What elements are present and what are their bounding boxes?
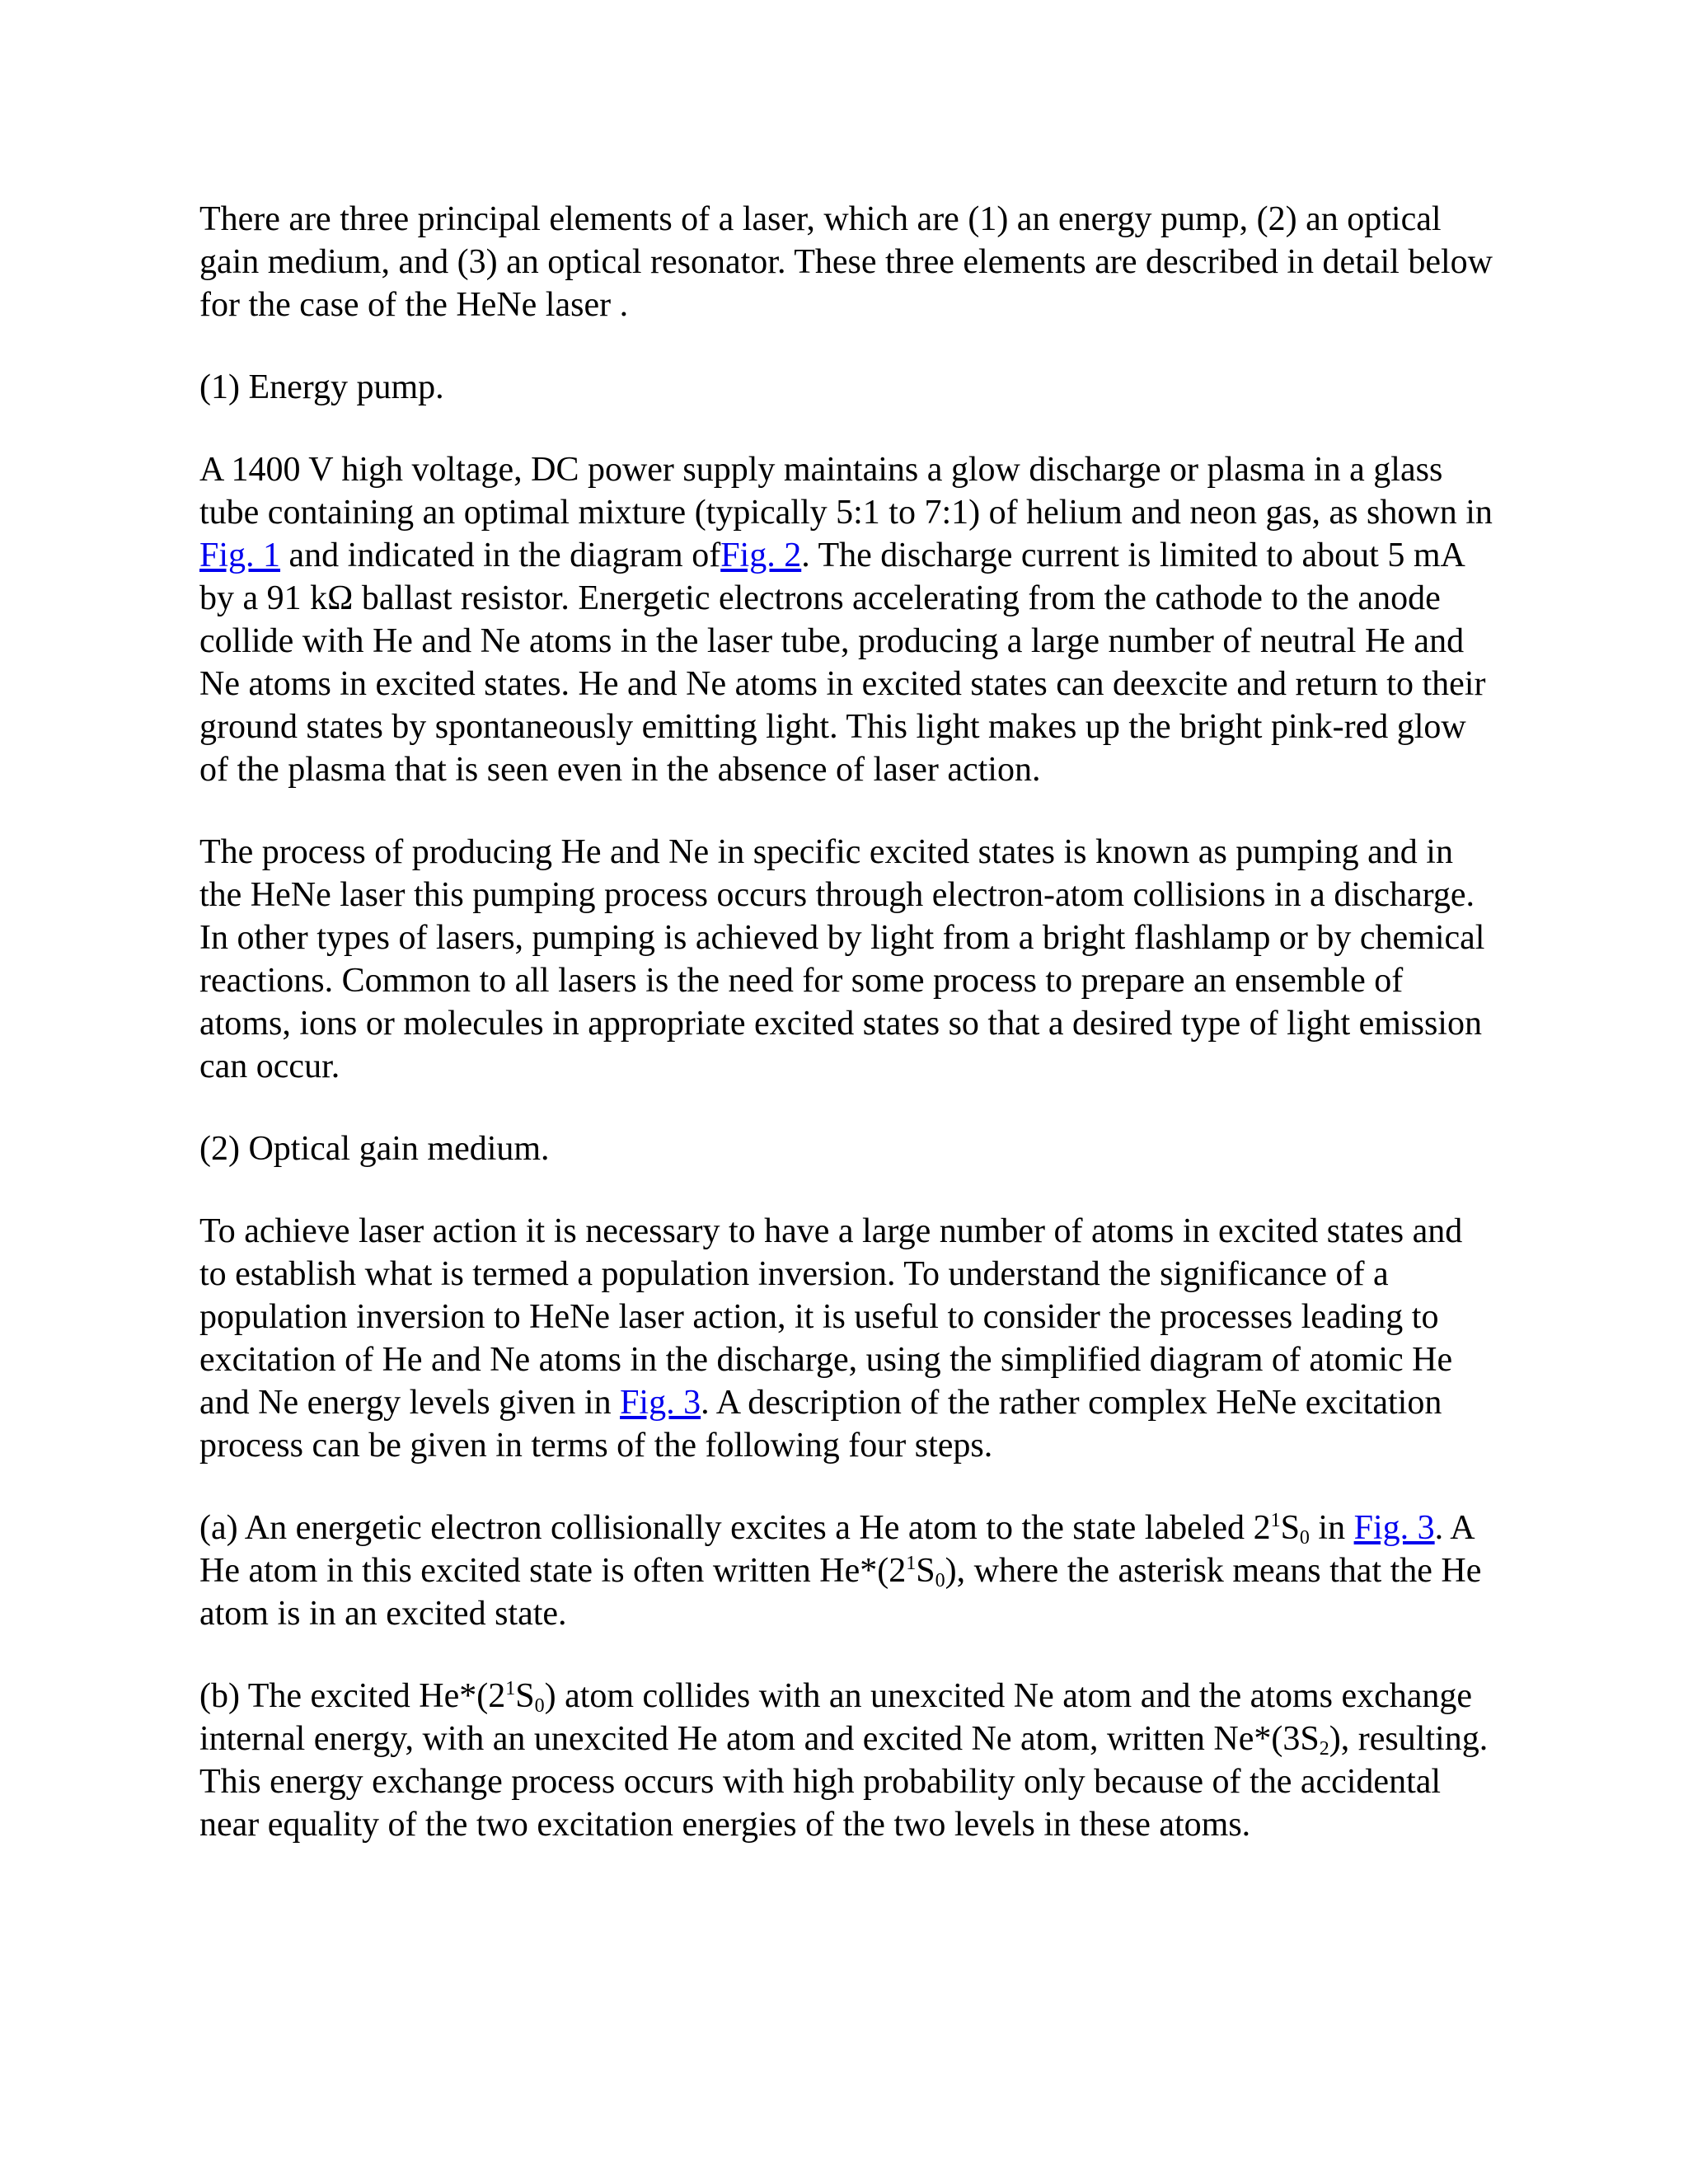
document-body [199,198,1498,1886]
step-b-paragraph: (b) The excited $He*(2^1S_0)$ atom collides with an unexcited Ne atom and the atoms exchange internal energy, with an unexcited He atom and excited Ne atom, written $Ne*(3S_2)$, resulting. This energy exchange process occurs with high probability only because of the accidental near equality of the two excitation energies of the two levels in these atoms. [199,1677,1489,1844]
section-heading-optical-gain-medium: (2) Optical gain medium. [199,1130,550,1168]
energy-pump-paragraph: A 1400 V high voltage, DC power supply maintains a glow discharge or plasma in a glass tube containing an optimal mixture (typically 5:1 to 7:1) of helium and neon gas, as shown in Fig. 1 and indicated in the diagram ofFig. 2. The discharge current is limited to about 5 mA by a 91 kΩ ballast resistor. Energetic electrons accelerating from the cathode to the anode collide with He and Ne atoms in the laser tube, producing a large number of neutral He and Ne atoms in excited states. He and Ne atoms in excited states can deexcite and return to their ground states by spontaneously emitting light. This light makes up the bright pink-red glow of the plasma that is seen even in the absence of laser action. [199,451,1493,789]
fig-3-link-step-a[interactable]: Fig. 3 [1353,1509,1435,1547]
step-a-paragraph: (a) An energetic electron collisionally excites a He atom to the state labeled $2^1S_0$ in Fig. 3. A He atom in this excited state is often written $He*(2^1S_0)$, where the asterisk means that the He atom is in an excited state. [199,1509,1482,1633]
pumping-process-paragraph: The process of producing He and Ne in specific excited states is known as pumping and in the HeNe laser this pumping process occurs through electron-atom collisions in a discharge. In other types of lasers, pumping is achieved by light from a bright flashlamp or by chemical reactions. Common to all lasers is the need for some process to prepare an ensemble of atoms, ions or molecules in appropriate excited states so that a desired type of light emission can occur. [199,833,1485,1085]
fig-3-link[interactable]: Fig. 3 [620,1384,701,1422]
section-heading-energy-pump: (1) Energy pump. [199,368,444,406]
fig-2-link[interactable]: Fig. 2 [720,537,802,574]
population-inversion-paragraph: To achieve laser action it is necessary to have a large number of atoms in excited states and to establish what is termed a population inversion. To understand the significance of a population inversion to HeNe laser action, it is useful to consider the processes leading to excitation of He and Ne atoms in the discharge, using the simplified diagram of atomic He and Ne energy levels given in Fig. 3. A description of the rather complex HeNe excitation process can be given in terms of the following four steps. [199,1212,1463,1465]
fig-1-link[interactable]: Fig. 1 [199,537,281,574]
intro-paragraph: There are three principal elements of a laser, which are (1) an energy pump, (2) an optical gain medium, and (3) an optical resonator. These three elements are described in detail below for the case of the HeNe laser . [199,200,1493,324]
